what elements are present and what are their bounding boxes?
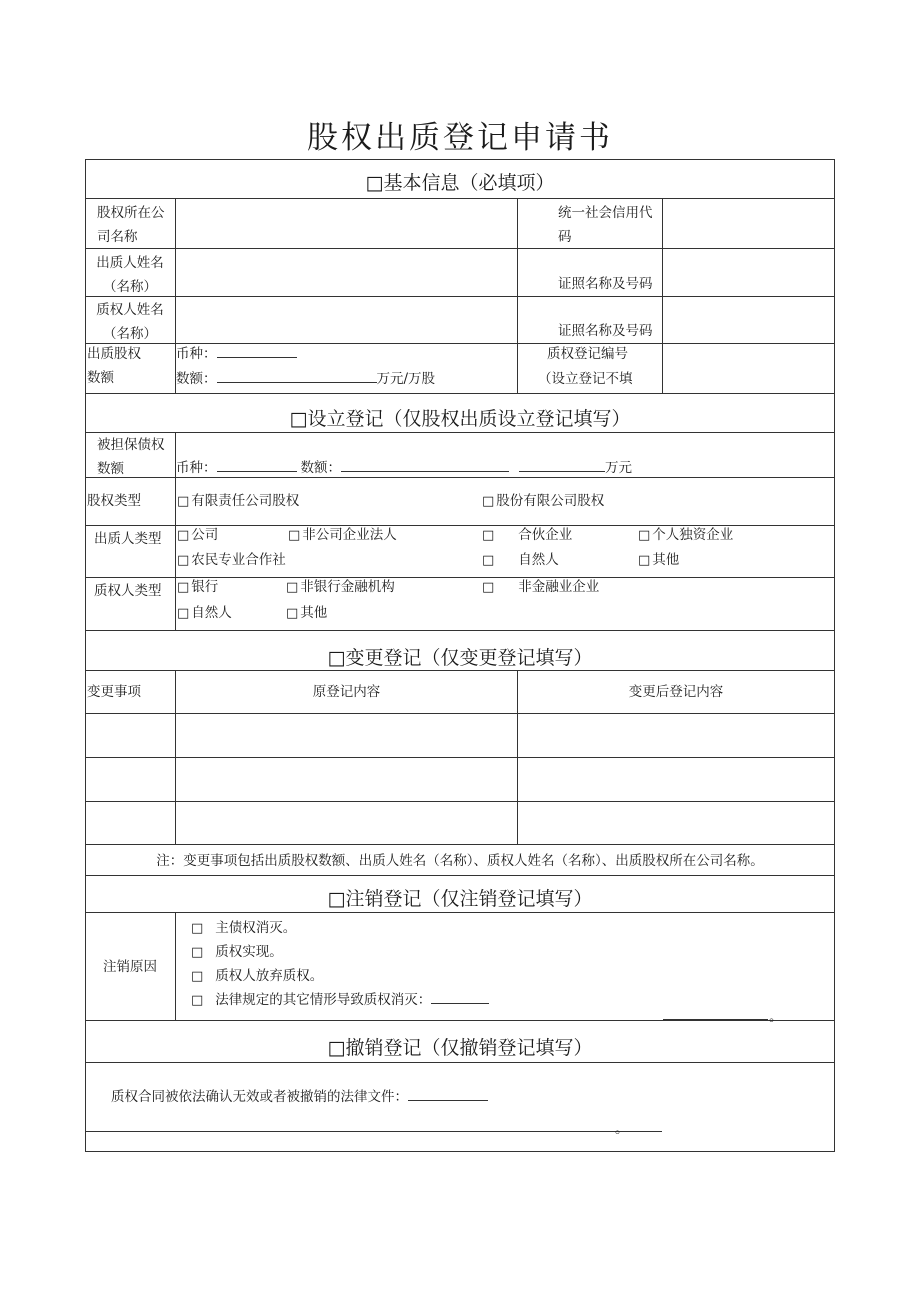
frame-bottom xyxy=(85,1151,835,1152)
section-heading-basic: □基本信息（必填项） xyxy=(365,172,555,194)
option-reason-legal-other[interactable] xyxy=(191,988,489,1013)
col-header-before: 原登记内容 xyxy=(312,684,381,700)
section-heading-change: □变更登记（仅变更登记填写） xyxy=(327,647,593,669)
option-label: 非银行金融机构 xyxy=(300,579,395,595)
divider xyxy=(85,912,835,913)
option-pledgor-cooperative[interactable] xyxy=(177,548,286,573)
amount-input[interactable] xyxy=(217,368,377,383)
checkbox-icon[interactable]: □ xyxy=(288,528,301,543)
change-after-cell[interactable] xyxy=(518,758,833,801)
divider xyxy=(85,875,835,876)
divider xyxy=(85,393,835,394)
option-label: 股份有限公司股权 xyxy=(496,493,605,509)
option-label: 非公司企业法人 xyxy=(302,527,397,543)
option-pledgee-other[interactable] xyxy=(286,601,327,626)
amount-extra-input[interactable] xyxy=(519,457,605,472)
checkbox-icon[interactable]: □ xyxy=(177,580,190,595)
pledgee-field[interactable] xyxy=(176,297,516,343)
option-label: 其他 xyxy=(300,605,328,621)
amount-input[interactable] xyxy=(341,457,509,472)
pledgor-id-field[interactable] xyxy=(663,249,833,296)
checkbox-icon[interactable]: □ xyxy=(286,580,299,595)
currency-label: 币种： xyxy=(176,346,217,362)
checkbox-icon[interactable]: □ xyxy=(286,606,299,621)
option-pledgee-non-bank[interactable] xyxy=(286,575,395,600)
label-pledgee-type: 质权人类型 xyxy=(94,583,162,599)
secured-claim-line xyxy=(176,456,776,480)
option-label: 其他 xyxy=(652,552,680,568)
currency-input[interactable] xyxy=(217,457,297,472)
option-reason-pledge-realized[interactable] xyxy=(191,940,283,965)
pledgee-id-field[interactable] xyxy=(663,297,833,343)
section-heading-revoke: □撤销登记（仅撤销登记填写） xyxy=(327,1037,593,1059)
change-after-cell[interactable] xyxy=(518,714,833,757)
currency-line xyxy=(176,342,516,366)
checkbox-icon[interactable]: □ xyxy=(638,528,651,543)
col-header-item: 变更事项 xyxy=(87,684,141,700)
option-label: 个人独资企业 xyxy=(652,527,734,543)
unit-label: 万元 xyxy=(605,460,632,476)
option-pledgee-bank[interactable] xyxy=(177,575,218,600)
option-label: 主债权消灭。 xyxy=(215,920,297,936)
reg-no-field[interactable] xyxy=(663,344,833,393)
change-before-cell[interactable] xyxy=(176,802,516,844)
option-label: 质权人放弃质权。 xyxy=(215,968,324,984)
amount-label: 数额： xyxy=(300,460,341,476)
option-label: 质权实现。 xyxy=(215,944,283,960)
checkbox-icon[interactable]: □ xyxy=(482,553,495,568)
option-pledgor-other[interactable] xyxy=(638,548,679,573)
divider xyxy=(85,1020,835,1021)
label-company: 股权所在公司名称 xyxy=(97,205,165,245)
checkbox-icon[interactable]: □ xyxy=(177,553,190,568)
col-header-after: 变更后登记内容 xyxy=(628,684,724,700)
option-pledgor-partnership[interactable] xyxy=(482,523,572,548)
option-label: 自然人 xyxy=(191,605,232,621)
company-field[interactable] xyxy=(176,199,516,248)
option-label: 有限责任公司股权 xyxy=(191,493,300,509)
change-note: 注：变更事项包括出质股权数额、出质人姓名（名称）、质权人姓名（名称）、出质股权所在公司名称。 xyxy=(156,853,764,869)
option-equity-llc[interactable] xyxy=(177,489,299,514)
label-reg-no: 质权登记编号 xyxy=(547,346,628,362)
divider xyxy=(85,432,835,433)
option-label: 公司 xyxy=(191,527,219,543)
divider xyxy=(85,1062,835,1063)
credit-code-field[interactable] xyxy=(663,199,833,248)
frame-top xyxy=(85,159,835,160)
option-pledgor-sole-proprietorship[interactable] xyxy=(638,523,733,548)
revoke-text xyxy=(111,1085,488,1109)
option-equity-joint-stock[interactable] xyxy=(482,489,604,514)
divider xyxy=(85,670,835,671)
legal-document-continuation[interactable] xyxy=(85,1131,662,1132)
label-pledged-equity: 出质股权数额 xyxy=(87,346,141,386)
option-label: 法律规定的其它情形导致质权消灭： xyxy=(215,992,432,1008)
label-equity-type: 股权类型 xyxy=(87,493,141,509)
checkbox-icon[interactable]: □ xyxy=(191,993,204,1008)
form-title: 股权出质登记申请书 xyxy=(307,120,613,156)
legal-document-input[interactable] xyxy=(408,1086,488,1101)
checkbox-icon[interactable]: □ xyxy=(482,528,495,543)
option-pledgor-non-company[interactable] xyxy=(288,523,397,548)
checkbox-icon[interactable]: □ xyxy=(177,606,190,621)
option-reason-debt-extinguished[interactable] xyxy=(191,916,296,941)
option-label: 自然人 xyxy=(518,552,559,568)
label-pledgor: 出质人姓名（名称） xyxy=(96,255,164,295)
change-item-cell[interactable] xyxy=(86,714,174,757)
amount-line xyxy=(176,367,516,391)
label-pledgor-type: 出质人类型 xyxy=(94,531,162,547)
label-cancel-reason: 注销原因 xyxy=(103,959,157,975)
divider xyxy=(85,844,835,845)
other-reason-continuation[interactable] xyxy=(663,1005,768,1020)
change-item-cell[interactable] xyxy=(86,758,174,801)
option-pledgee-non-financial[interactable] xyxy=(482,575,599,600)
checkbox-icon[interactable]: □ xyxy=(191,945,204,960)
option-pledgor-natural-person[interactable] xyxy=(482,548,559,573)
divider xyxy=(85,630,835,631)
checkbox-icon[interactable]: □ xyxy=(177,494,190,509)
section-heading-establish: □设立登记（仅股权出质设立登记填写） xyxy=(289,408,631,430)
change-item-cell[interactable] xyxy=(86,802,174,844)
currency-label: 币种： xyxy=(176,460,217,476)
pledge-registration-form xyxy=(85,159,835,1152)
label-pledgee: 质权人姓名（名称） xyxy=(96,302,164,342)
option-label: 合伙企业 xyxy=(518,527,573,543)
revoke-label: 质权合同被依法确认无效或者被撤销的法律文件： xyxy=(111,1089,408,1105)
option-label: 银行 xyxy=(191,579,219,595)
reg-no-note: （设立登记不填 xyxy=(538,371,633,387)
amount-label: 数额： xyxy=(176,371,217,387)
checkbox-icon[interactable]: □ xyxy=(177,528,190,543)
label-credit-code: 统一社会信用代码 xyxy=(558,205,653,245)
option-label: 农民专业合作社 xyxy=(191,552,286,568)
end-mark: 。 xyxy=(769,1009,783,1025)
label-pledgee-id: 证照名称及号码 xyxy=(558,323,653,339)
label-pledgor-id: 证照名称及号码 xyxy=(558,276,653,292)
option-label: 非金融业企业 xyxy=(518,579,600,595)
change-before-cell[interactable] xyxy=(176,714,516,757)
section-heading-cancel: □注销登记（仅注销登记填写） xyxy=(327,888,593,910)
currency-input[interactable] xyxy=(217,343,297,358)
change-after-cell[interactable] xyxy=(518,802,833,844)
option-reason-pledgee-waived[interactable] xyxy=(191,964,323,989)
option-pledgee-natural-person[interactable] xyxy=(177,601,232,626)
checkbox-icon[interactable]: □ xyxy=(638,553,651,568)
change-before-cell[interactable] xyxy=(176,758,516,801)
checkbox-icon[interactable]: □ xyxy=(482,494,495,509)
amount-unit: 万元/万股 xyxy=(376,371,436,387)
checkbox-icon[interactable]: □ xyxy=(191,969,204,984)
label-secured-claim: 被担保债权数额 xyxy=(97,437,165,477)
option-pledgor-company[interactable] xyxy=(177,523,218,548)
pledgor-field[interactable] xyxy=(176,249,516,296)
divider xyxy=(175,912,176,1021)
end-mark: 。 xyxy=(615,1121,629,1137)
checkbox-icon[interactable]: □ xyxy=(482,580,495,595)
checkbox-icon[interactable]: □ xyxy=(191,921,204,936)
other-reason-input[interactable] xyxy=(431,989,489,1004)
